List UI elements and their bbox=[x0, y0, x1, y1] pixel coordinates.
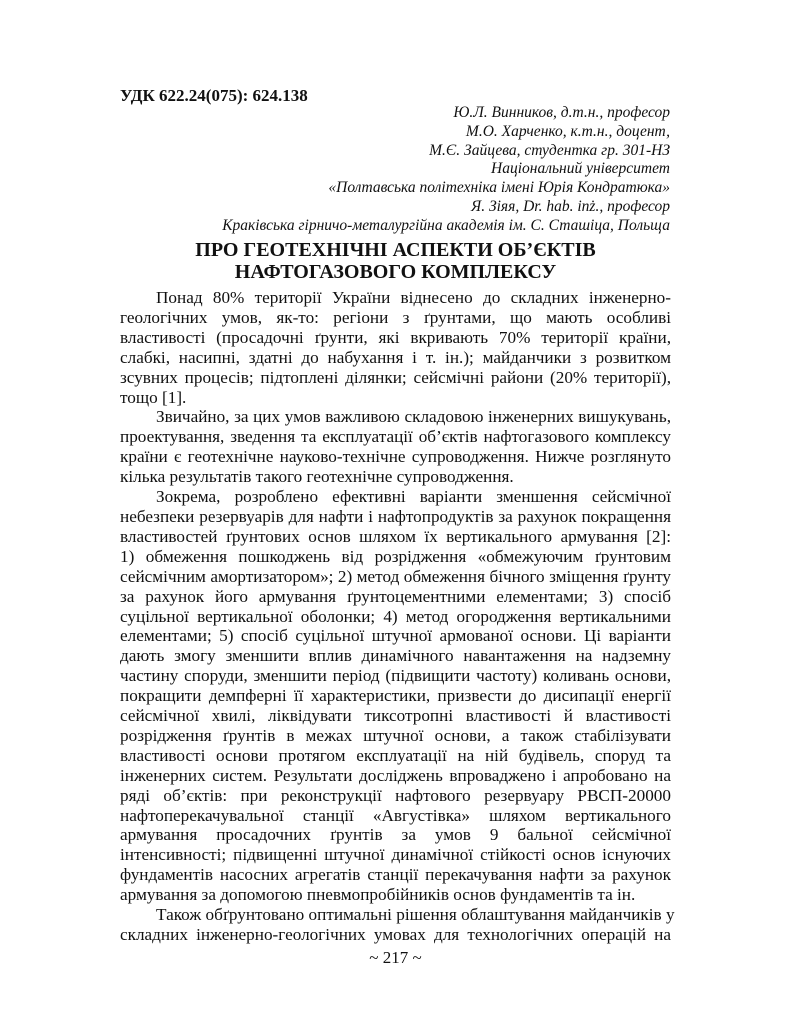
text-line: країни є геотехнічне науково-технічне супроводження. Нижче розглянуто bbox=[120, 447, 671, 467]
text-line: небезпеки резервуарів для нафти і нафтопродуктів за рахунок покращення bbox=[120, 506, 671, 526]
text-line: сейсмічним амортизатором»; 2) метод обмеження бічного зміщення ґрунту bbox=[120, 566, 671, 586]
text-line: властивостей ґрунтових основ шляхом їх вертикального армування [2]: bbox=[120, 526, 671, 546]
text-line: геологічних умов, як-то: регіони з ґрунтами, що мають особливі bbox=[120, 307, 671, 327]
text-line: Понад 80% території України віднесено до складних інженерно- bbox=[156, 288, 671, 307]
text-line: розрідження ґрунтів в межах штучної основи, а також стабілізувати bbox=[120, 725, 671, 745]
text-line: зсувних процесів; підтоплені ділянки; сейсмічні райони (20% території), bbox=[120, 367, 671, 387]
author-line: М.Є. Зайцева, студентка гр. 301-НЗ bbox=[429, 141, 670, 159]
author-line: Ю.Л. Винников, д.т.н., професор bbox=[453, 104, 670, 121]
text-line: інженерних систем. Результати досліджень впроваджено і апробовано на bbox=[120, 765, 671, 785]
text-line: за рахунок його армування ґрунтоцементними елементами; 3) спосіб bbox=[120, 586, 671, 606]
text-line: нафтоперекачувальної станції «Августівка» шляхом вертикального bbox=[120, 805, 671, 825]
text-line: складних інженерно-геологічних умовах для технологічних операцій на bbox=[120, 925, 671, 944]
text-line: 1) обмеження пошкоджень від розрідження «обмежуючим ґрунтовим bbox=[120, 546, 671, 566]
author-block bbox=[222, 104, 670, 236]
affiliation-line: Національний університет bbox=[491, 160, 670, 178]
text-line: проектування, зведення та експлуатації об’єктів нафтогазового комплексу bbox=[120, 427, 671, 447]
paragraph bbox=[120, 487, 671, 905]
affiliation-line: Краківська гірничо-металургійна академія ім. С. Сташіца, Польща bbox=[222, 216, 670, 234]
text-line: суцільної вертикальної оболонки; 4) метод огородження вертикальними bbox=[120, 606, 671, 626]
article-body bbox=[120, 288, 675, 945]
text-line: кілька результатів такого геотехнічне супроводження. bbox=[120, 467, 514, 487]
paragraph bbox=[120, 288, 671, 407]
title-line: НАФТОГАЗОВОГО КОМПЛЕКСУ bbox=[234, 261, 557, 283]
text-line: слабкі, насипні, здатні до набухання і т. ін.); майданчики з розвитком bbox=[120, 347, 671, 367]
text-line: інтенсивності; підвищенні штучної динамічної стійкості основ існуючих bbox=[120, 845, 671, 865]
udk-code: УДК 622.24(075): 624.138 bbox=[120, 86, 308, 105]
text-line: Звичайно, за цих умов важливою складовою інженерних вишукувань, bbox=[156, 407, 671, 427]
article-title bbox=[100, 239, 691, 283]
text-line: частину споруди, зменшити період (підвищити частоту) коливань основи, bbox=[120, 666, 671, 686]
paragraph bbox=[120, 905, 675, 945]
text-line: елементами; 5) спосіб суцільної штучної армованої основи. Ці варіанти bbox=[120, 626, 671, 646]
text-line: Зокрема, розроблено ефективні варіанти зменшення сейсмічної bbox=[156, 487, 671, 507]
page-number: ~ 217 ~ bbox=[369, 948, 422, 967]
text-line: армування за допомогою пневмопробійників основ фундаментів та ін. bbox=[120, 885, 636, 905]
text-line: сейсмічної хвилі, ліквідувати тиксотропні властивості й властивості bbox=[120, 706, 671, 726]
text-line: властивості основи протягом експлуатації на ній будівель, споруд та bbox=[120, 745, 671, 765]
text-line: властивості (просадочні ґрунти, які вкривають 70% території країни, bbox=[120, 327, 671, 347]
text-line: фундаментів насосних агрегатів станції перекачування нафти за рахунок bbox=[120, 865, 671, 885]
text-line: покращити демпферні її характеристики, призвести до дисипації енергії bbox=[120, 686, 671, 706]
text-line: армування просадочних ґрунтів за умов 9 бальної сейсмічної bbox=[120, 825, 671, 845]
title-line: ПРО ГЕОТЕХНІЧНІ АСПЕКТИ ОБ’ЄКТІВ bbox=[195, 239, 596, 261]
text-line: дають змогу зменшити вплив динамічного навантаження на надземну bbox=[120, 646, 671, 666]
author-line: Я. Зіяя, Dr. hab. inż., професор bbox=[471, 197, 670, 215]
text-line: тощо [1]. bbox=[120, 387, 187, 407]
text-line: Також обґрунтовано оптимальні рішення облаштування майданчиків у bbox=[156, 905, 675, 925]
affiliation-line: «Полтавська політехніка імені Юрія Кондратюка» bbox=[328, 179, 670, 197]
text-line: ряді об’єктів: при реконструкції нафтового резервуару РВСП-20000 bbox=[120, 785, 671, 805]
author-line: М.О. Харченко, к.т.н., доцент, bbox=[465, 122, 670, 140]
paragraph bbox=[120, 407, 671, 487]
